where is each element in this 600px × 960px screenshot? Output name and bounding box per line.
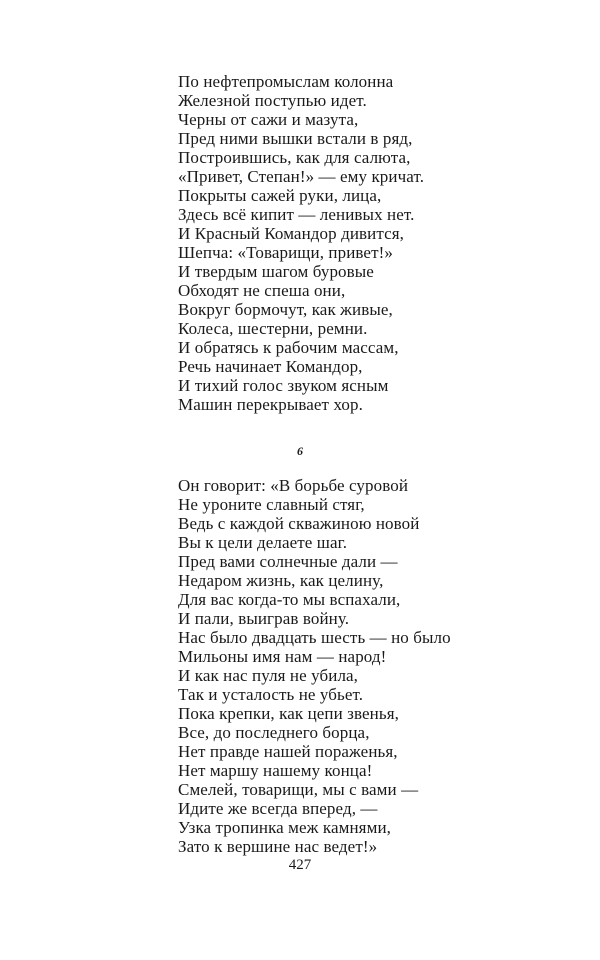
poem-line: Идите же всегда вперед, — <box>178 799 378 818</box>
poem-line: Нет правде нашей пораженья, <box>178 742 398 761</box>
page-number: 427 <box>288 857 312 873</box>
poem-line: Так и усталость не убьет. <box>178 685 364 704</box>
poem-line: Смелей, товарищи, мы с вами — <box>178 780 419 799</box>
poem-line: Узка тропинка меж камнями, <box>178 818 392 837</box>
poem-line: И Красный Командор дивится, <box>178 224 404 243</box>
poem-line: Вы к цели делаете шаг. <box>178 533 348 552</box>
poem-line: И пали, выиграв войну. <box>178 609 350 628</box>
poem-line: Не уроните славный стяг, <box>178 495 365 514</box>
poem-line: Шепча: «Товарищи, привет!» <box>178 243 393 262</box>
poem-line: Машин перекрывает хор. <box>178 395 363 414</box>
poem-line: Построившись, как для салюта, <box>178 148 411 167</box>
poem-line: Вокруг бормочут, как живые, <box>178 300 393 319</box>
poem-line: Пред ними вышки встали в ряд, <box>178 129 413 148</box>
poem-line: Колеса, шестерни, ремни. <box>178 319 368 338</box>
poem-line: Железной поступью идет. <box>178 91 367 110</box>
poem-line: И тихий голос звуком ясным <box>178 376 389 395</box>
poem-line: Нет маршу нашему конца! <box>178 761 373 780</box>
poem-line: Нас было двадцать шесть — но было <box>178 628 451 647</box>
poem-line: И как нас пуля не убила, <box>178 666 359 685</box>
poem-line: Речь начинает Командор, <box>178 357 363 376</box>
poem-line: Покрыты сажей руки, лица, <box>178 186 382 205</box>
poem-line: Здесь всё кипит — ленивых нет. <box>178 205 415 224</box>
poem-line: И твердым шагом буровые <box>178 262 374 281</box>
poem-line: Ведь с каждой скважиною новой <box>178 514 420 533</box>
poem-line: Черны от сажи и мазута, <box>178 110 359 129</box>
poem-line: Пока крепки, как цепи звенья, <box>178 704 399 723</box>
poem-stanza-1 <box>178 72 518 414</box>
poem-line: Все, до последнего борца, <box>178 723 370 742</box>
poem-stanza-2 <box>178 476 518 856</box>
poem-line: Он говорит: «В борьбе суровой <box>178 476 409 495</box>
poem-line: Зато к вершине нас ведет!» <box>178 837 378 856</box>
poem-line: Недаром жизнь, как целину, <box>178 571 384 590</box>
poem-line: «Привет, Степан!» — ему кричат. <box>178 167 425 186</box>
poem-line: Для вас когда-то мы вспахали, <box>178 590 401 609</box>
poem-line: По нефтепромыслам колонна <box>178 72 394 91</box>
section-number: 6 <box>297 444 303 458</box>
poem-line: Пред вами солнечные дали — <box>178 552 398 571</box>
poem-line: Мильоны имя нам — народ! <box>178 647 387 666</box>
poem-line: И обратясь к рабочим массам, <box>178 338 399 357</box>
poem-line: Обходят не спеша они, <box>178 281 346 300</box>
